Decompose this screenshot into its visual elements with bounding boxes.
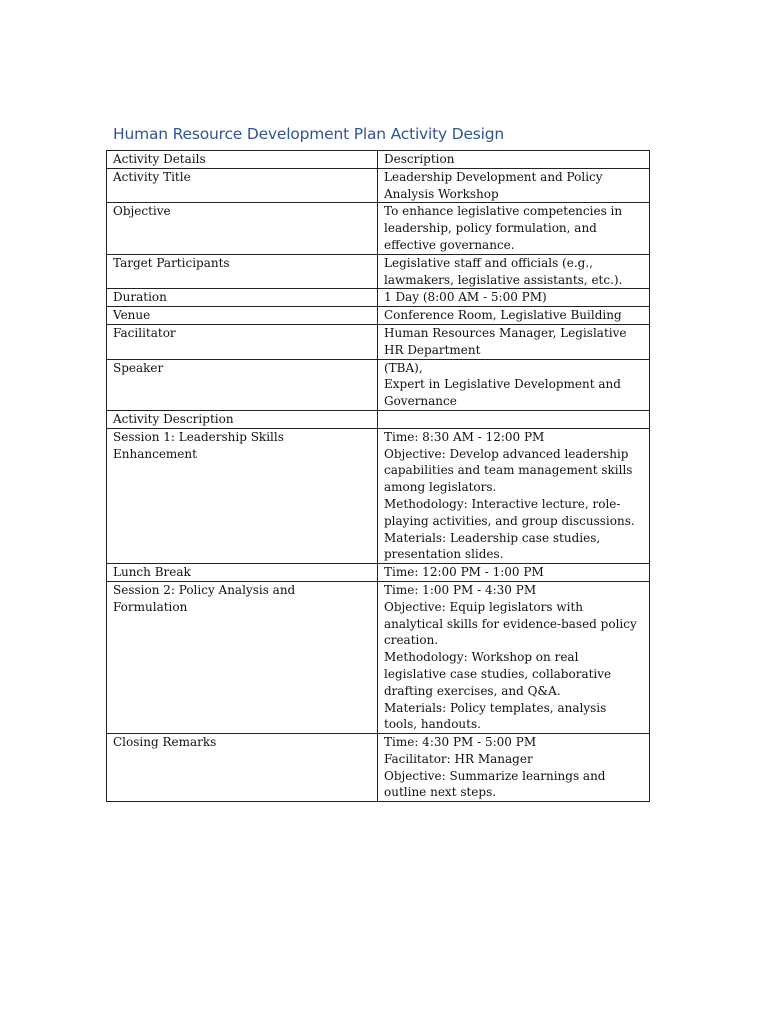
row-description-cell [378, 203, 650, 254]
row-description-line: Time: 8:30 AM - 12:00 PM [384, 429, 545, 444]
row-description-cell [378, 734, 650, 802]
row-description-cell [378, 324, 650, 359]
row-description-cell [378, 564, 650, 582]
row-description-line: Objective: Summarize learnings and outline next steps. [384, 768, 606, 800]
row-label: Activity Title [113, 169, 191, 184]
row-description-cell [378, 151, 650, 169]
row-label-cell [107, 203, 378, 254]
row-label-cell [107, 324, 378, 359]
row-label-cell [107, 428, 378, 563]
row-description-line: Materials: Policy templates, analysis tools, handouts. [384, 700, 607, 732]
row-description-line: Facilitator: HR Manager [384, 751, 533, 766]
row-description-line: To enhance legislative competencies in leadership, policy formulation, and effective governance. [384, 204, 623, 252]
table-row [107, 359, 650, 410]
table-row [107, 734, 650, 802]
row-description-cell [378, 428, 650, 563]
row-label-cell [107, 734, 378, 802]
row-label-cell [107, 254, 378, 289]
table-row [107, 151, 650, 169]
row-description-cell [378, 410, 650, 428]
row-label: Closing Remarks [113, 735, 217, 750]
table-row [107, 410, 650, 428]
row-label: Venue [113, 308, 151, 323]
row-description-cell [378, 289, 650, 307]
row-label-cell [107, 564, 378, 582]
row-label: Session 1: Leadership Skills Enhancement [113, 429, 284, 461]
row-label-cell [107, 410, 378, 428]
row-label: Activity Description [113, 411, 234, 426]
table-row [107, 581, 650, 733]
table-row [107, 428, 650, 563]
table-row [107, 324, 650, 359]
row-description-line: (TBA), [384, 360, 423, 375]
row-description-line: Methodology: Interactive lecture, role-playing activities, and group discussions. [384, 496, 635, 528]
page-title: Human Resource Development Plan Activity Design [113, 125, 505, 143]
row-description-line: Expert in Legislative Development and Governance [384, 377, 621, 409]
row-label-cell [107, 151, 378, 169]
row-description-line: Human Resources Manager, Legislative HR Department [384, 325, 627, 357]
row-label: Session 2: Policy Analysis and Formulation [113, 582, 296, 614]
row-description-line: Objective: Equip legislators with analytical skills for evidence-based policy creation. [384, 599, 637, 648]
row-label-cell [107, 289, 378, 307]
table-row [107, 307, 650, 325]
table-row [107, 289, 650, 307]
row-description-line: Legislative staff and officials (e.g., lawmakers, legislative assistants, etc.). [384, 255, 623, 287]
row-label: Facilitator [113, 325, 176, 340]
row-description-cell [378, 359, 650, 410]
row-description-line: 1 Day (8:00 AM - 5:00 PM) [384, 290, 547, 305]
row-label: Duration [113, 290, 167, 305]
row-description-line: Methodology: Workshop on real legislative case studies, collaborative drafting exercises, and Q&A. [384, 650, 612, 698]
row-label: Speaker [113, 360, 164, 375]
table-row [107, 564, 650, 582]
row-label: Activity Details [113, 152, 206, 166]
row-description-line: Time: 12:00 PM - 1:00 PM [384, 565, 544, 580]
row-description-cell [378, 581, 650, 733]
row-description-line: Conference Room, Legislative Building [384, 308, 622, 323]
activity-design-table [106, 150, 650, 802]
row-description-line: Objective: Develop advanced leadership capabilities and team management skills among legislators. [384, 446, 633, 495]
row-label: Lunch Break [113, 565, 191, 580]
row-description-line: Description [384, 152, 455, 166]
row-label-cell [107, 359, 378, 410]
row-label-cell [107, 307, 378, 325]
row-description-line: Time: 4:30 PM - 5:00 PM [384, 735, 537, 750]
row-description-line: Materials: Leadership case studies, presentation slides. [384, 530, 601, 562]
row-description-line: Time: 1:00 PM - 4:30 PM [384, 582, 537, 597]
row-label: Target Participants [113, 255, 230, 270]
row-label-cell [107, 581, 378, 733]
table-row [107, 168, 650, 203]
row-label: Objective [113, 204, 171, 219]
table-row [107, 254, 650, 289]
table-row [107, 203, 650, 254]
table-body [107, 151, 650, 802]
row-label-cell [107, 168, 378, 203]
row-description-cell [378, 168, 650, 203]
row-description-line: Leadership Development and Policy Analysis Workshop [384, 169, 603, 201]
row-description-cell [378, 254, 650, 289]
row-description-cell [378, 307, 650, 325]
